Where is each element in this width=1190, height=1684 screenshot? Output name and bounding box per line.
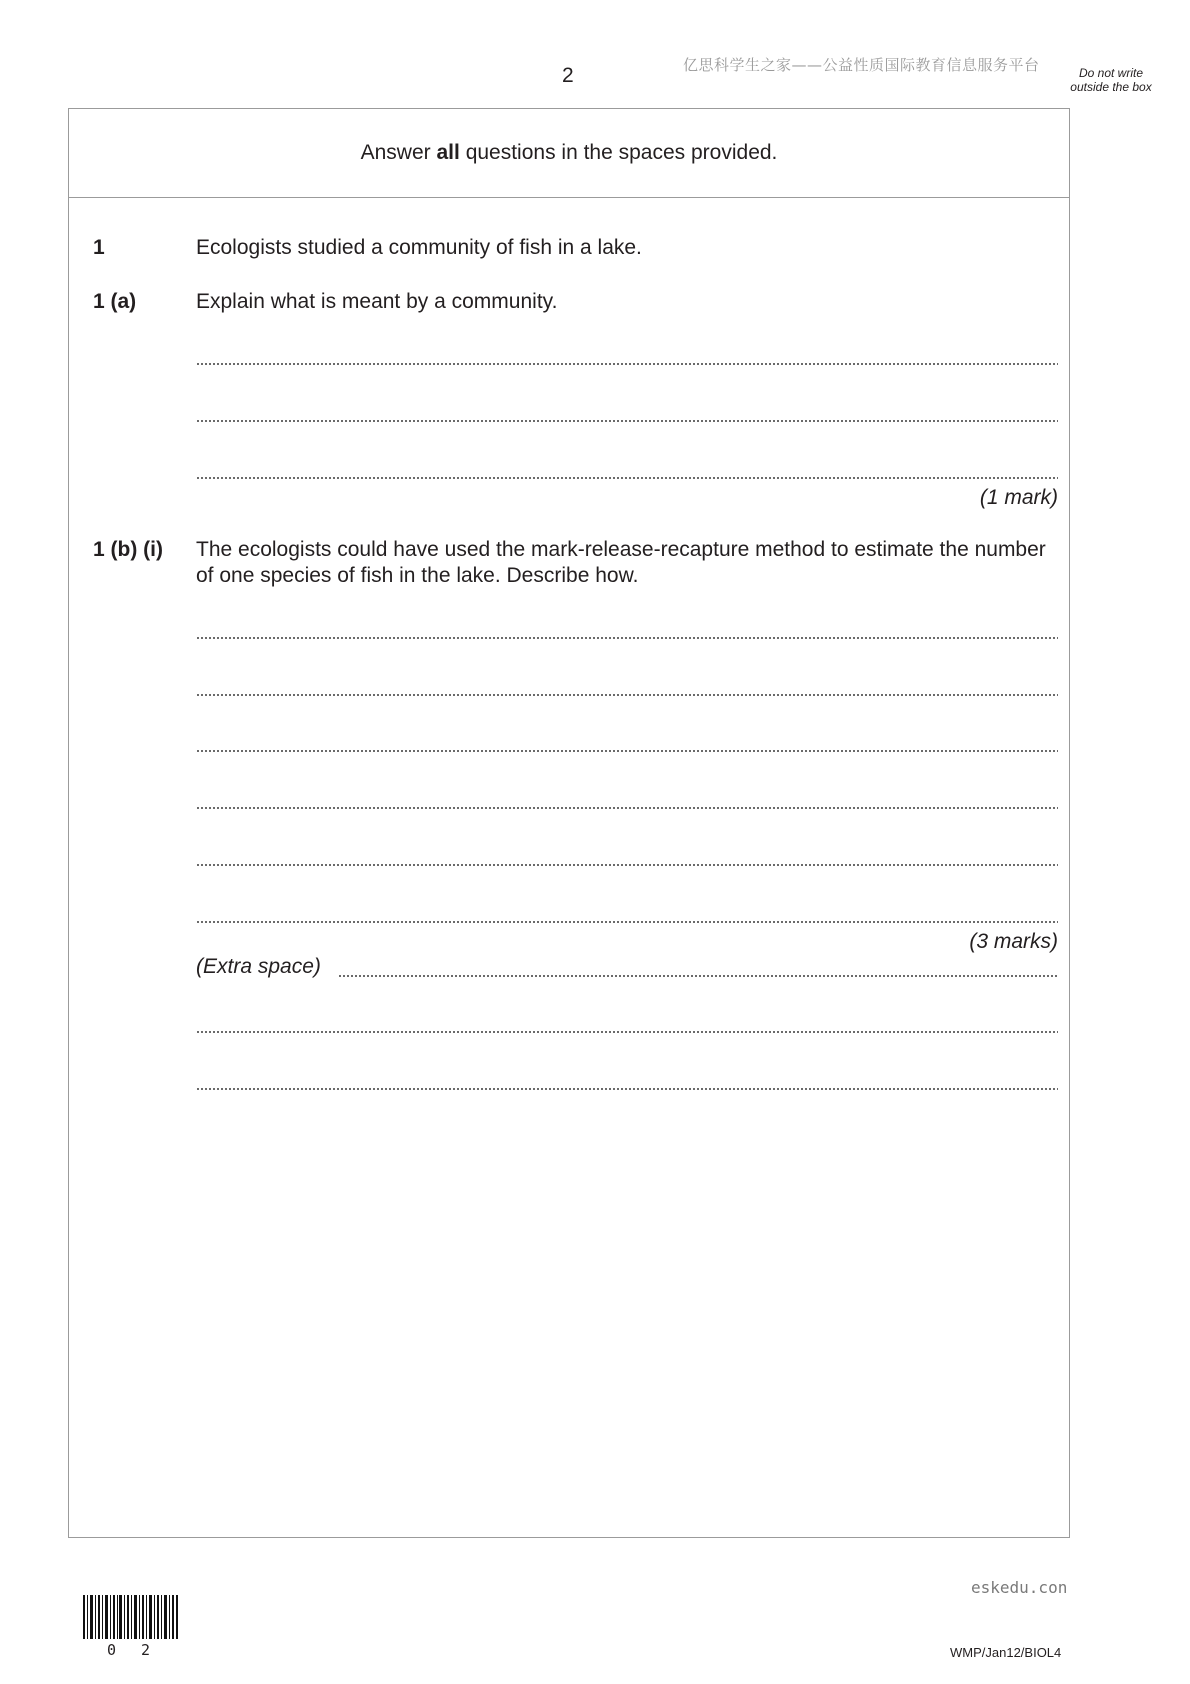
footer-site: eskedu.con: [971, 1578, 1068, 1597]
question-1a-number: 1 (a): [93, 290, 137, 313]
answer-line[interactable]: [196, 1088, 1058, 1090]
answer-line[interactable]: [196, 1031, 1058, 1033]
extra-space-label: (Extra space): [196, 955, 321, 978]
page-number: 2: [562, 64, 574, 87]
answer-line[interactable]: [196, 750, 1058, 752]
watermark-text: 亿思科学生之家——公益性质国际教育信息服务平台: [683, 56, 1040, 74]
answer-line[interactable]: [196, 864, 1058, 866]
instruction-header: [68, 108, 1070, 198]
answer-line[interactable]: [196, 807, 1058, 809]
question-1bi-marks: (3 marks): [969, 930, 1058, 953]
footer-code: WMP/Jan12/BIOL4: [950, 1645, 1062, 1660]
instruction-post: questions in the spaces provided.: [465, 140, 778, 164]
question-1-number: 1: [93, 236, 105, 259]
question-1bi-number: 1 (b) (i): [93, 538, 163, 561]
answer-line[interactable]: [338, 975, 1058, 977]
instruction-bold: all: [436, 140, 460, 164]
question-1-text: Ecologists studied a community of fish in a lake.: [196, 236, 642, 259]
question-1a-text: Explain what is meant by a community.: [196, 290, 558, 313]
answer-line[interactable]: [196, 477, 1058, 479]
barcode-icon: [83, 1595, 178, 1639]
answer-box-frame: [68, 108, 1070, 1538]
margin-note: Do not write outside the box: [1070, 66, 1152, 94]
answer-line[interactable]: [196, 921, 1058, 923]
barcode-number: 0 2: [107, 1641, 159, 1659]
instruction-pre: Answer: [360, 140, 431, 164]
answer-line[interactable]: [196, 637, 1058, 639]
answer-line[interactable]: [196, 420, 1058, 422]
answer-line[interactable]: [196, 694, 1058, 696]
question-1a-marks: (1 mark): [979, 486, 1058, 509]
answer-line[interactable]: [196, 363, 1058, 365]
question-1bi-text: The ecologists could have used the mark-release-recapture method to estimate the number of one species of fish in the lake. Describe how.: [196, 538, 1046, 587]
